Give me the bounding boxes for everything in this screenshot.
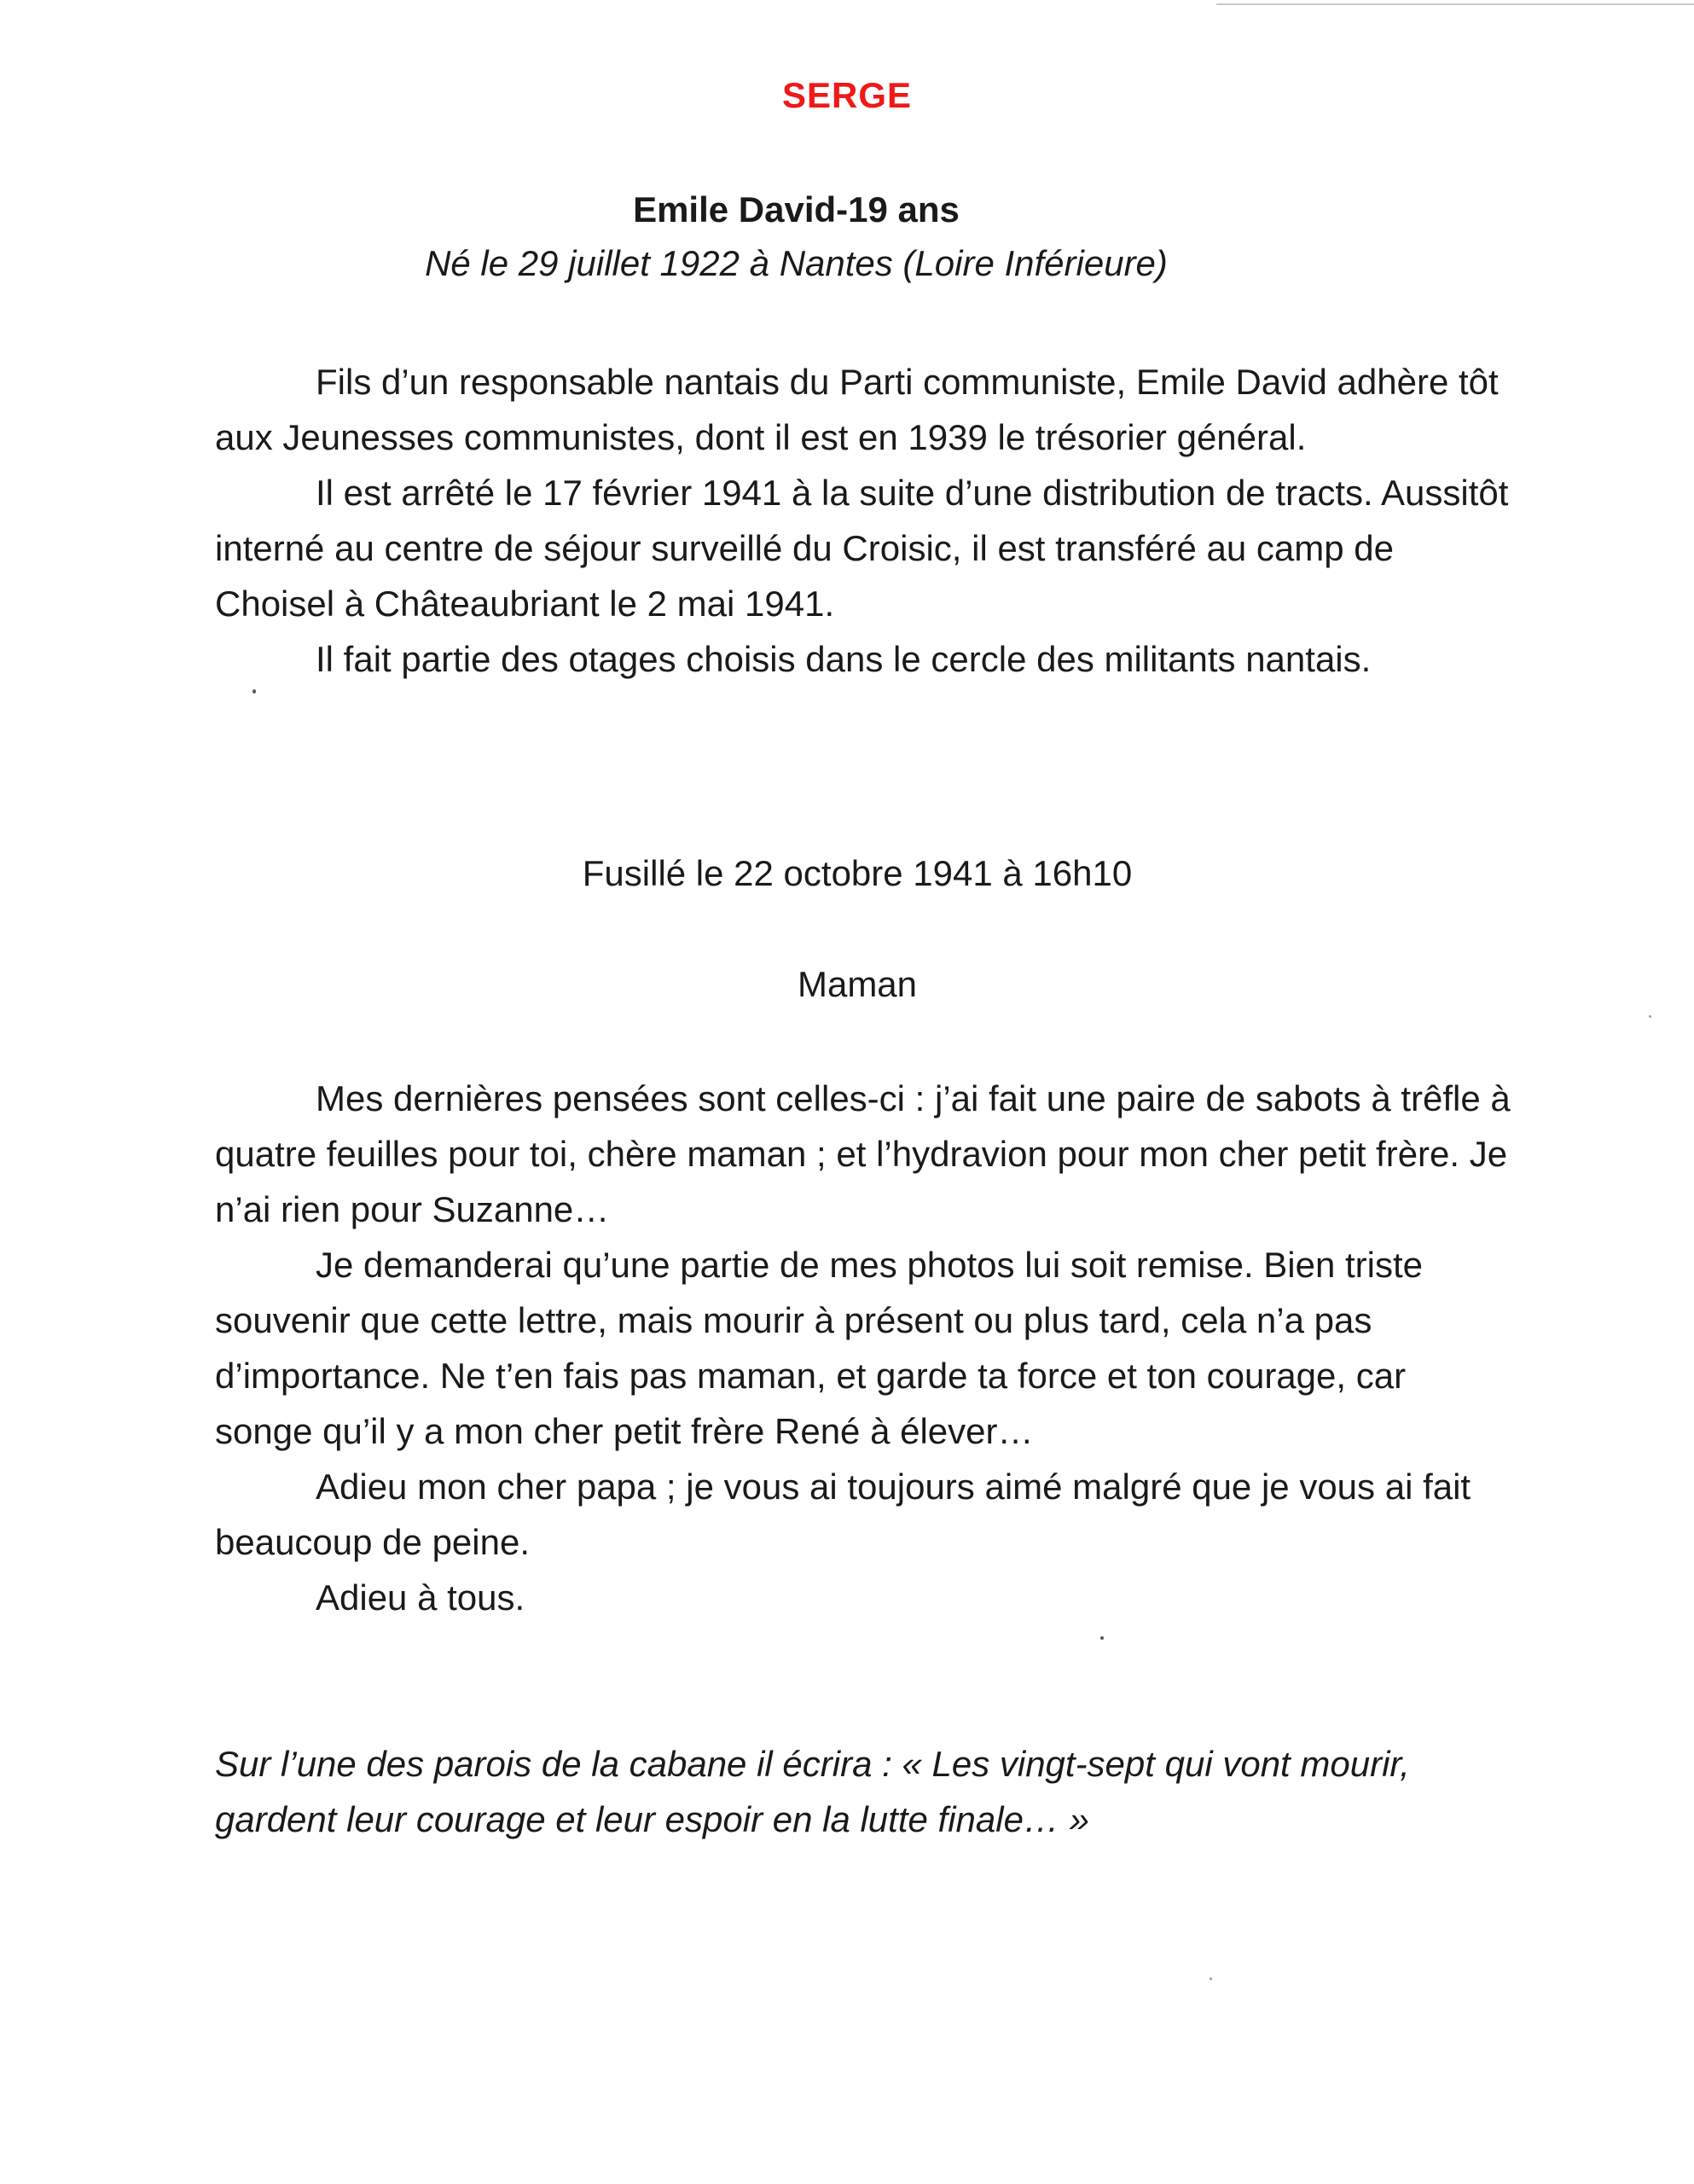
closing-note: Sur l’une des parois de la cabane il écrira : « Les vingt-sept qui vont mourir, gardent leur courage et leur espoir en la lutte finale… » [215, 1744, 1410, 1839]
person-name-heading: Emile David-19 ans [633, 189, 960, 229]
letter-paragraph: Je demanderai qu’une partie de mes photos lui soit remise. Bien triste souvenir que cette lettre, mais mourir à présent ou plus tard, cela n’a pas d’importance. Ne t’en fais pas maman, et garde ta force et ton courage, car songe qu’il y a mon cher petit frère René à élever… [215, 1245, 1424, 1451]
scan-speck [1649, 1015, 1651, 1018]
document-title: SERGE [781, 75, 913, 115]
letter-salutation: Maman [797, 964, 918, 1004]
letter-paragraph: Adieu mon cher papa ; je vous ai toujours aimé malgré que je vous ai fait beaucoup de peine. [215, 1467, 1471, 1562]
scan-speck [1100, 1636, 1104, 1640]
bio-paragraph: Il est arrêté le 17 février 1941 à la suite d’une distribution de tracts. Aussitôt interné au centre de séjour surveillé du Croisic, il est transféré au camp de Choisel à Châteaubriant le 2 mai 1941. [215, 473, 1509, 624]
letter-paragraph: Mes dernières pensées sont celles-ci : j’ai fait une paire de sabots à trêfle à quatre feuilles pour toi, chère maman ; et l’hydravion pour mon cher petit frère. Je n’ai rien pour Suzanne… [215, 1078, 1511, 1229]
execution-line: Fusillé le 22 octobre 1941 à 16h10 [582, 853, 1133, 893]
biography-section [215, 354, 1511, 687]
bio-paragraph: Il fait partie des otages choisis dans le cercle des militants nantais. [316, 639, 1372, 679]
letter-body [215, 1071, 1511, 1625]
letter-paragraph: Adieu à tous. [316, 1577, 525, 1618]
scan-edge-line [1216, 3, 1694, 5]
scan-speck [252, 689, 256, 694]
birth-info: Né le 29 juillet 1922 à Nantes (Loire Inférieure) [425, 243, 1168, 283]
bio-paragraph: Fils d’un responsable nantais du Parti communiste, Emile David adhère tôt aux Jeunesses communistes, dont il est en 1939 le trésorier général. [215, 362, 1499, 457]
scan-speck [1210, 1978, 1212, 1980]
